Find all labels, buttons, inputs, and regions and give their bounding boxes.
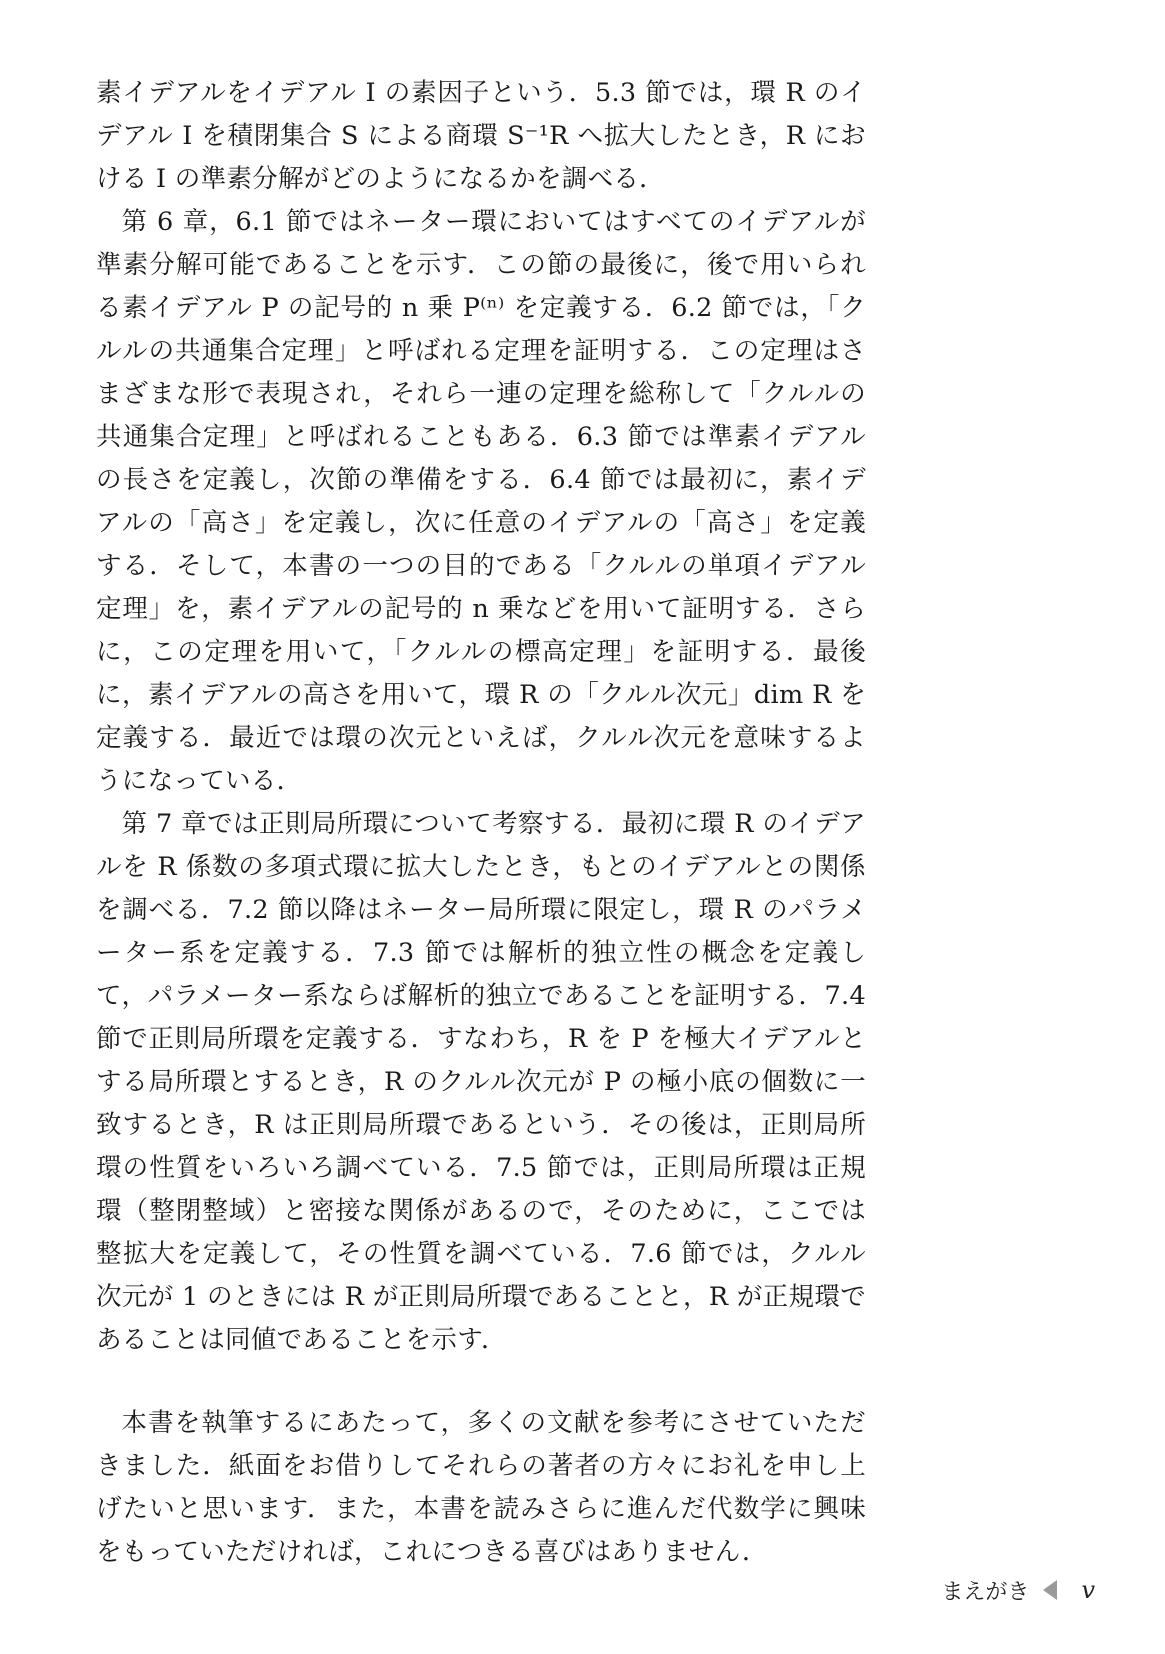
body-text — [96, 72, 866, 1574]
paragraph-chapter-7: 第 7 章では正則局所環について考察する．最初に環 R のイデアルを R 係数の多項式環に拡大したとき，もとのイデアルとの関係を調べる．7.2 節以降はネーター局所環に限定し，環 R のパラメーター系を定義する．7.3 節では解析的独立性の概念を定義して，パラメーター系ならば解析的独立であることを証明する．7.4 節で正則局所環を定義する．すなわち，R を P を極大イデアルとする局所環とするとき，R のクルル次元が P の極小底の個数に一致するとき，R は正則局所環であるという．その後は，正則局所環の性質をいろいろ調べている．7.5 節では，正則局所環は正規環（整閉整域）と密接な関係があるので，そのために，ここでは整拡大を定義して，その性質を調べている．7.6 節では，クルル次元が 1 のときには R が正則局所環であることと，R が正規環であることは同値であることを示す． — [96, 809, 866, 1355]
paragraph-acknowledgement: 本書を執筆するにあたって，多くの文献を参考にさせていただきました．紙面をお借りしてそれらの著者の方々にお礼を申し上げたいと思います．また，本書を読みさらに進んだ代数学に興味をもっていただければ，これにつきる喜びはありません． — [96, 1408, 866, 1567]
page-number: v — [1081, 1576, 1095, 1604]
page-footer — [941, 1573, 1095, 1607]
paragraph-chapter-6: 第 6 章，6.1 節ではネーター環においてはすべてのイデアルが準素分解可能であることを示す．この節の最後に，後で用いられる素イデアル P の記号的 n 乗 P⁽ⁿ⁾ を定義する．6.2 節では，「クルルの共通集合定理」と呼ばれる定理を証明する．この定理はさまざまな形で表現され，それら一連の定理を総称して「クルルの共通集合定理」と呼ばれることもある．6.3 節では準素イデアルの長さを定義し，次節の準備をする．6.4 節では最初に，素イデアルの「高さ」を定義し，次に任意のイデアルの「高さ」を定義する．そして，本書の一つの目的である「クルルの単項イデアル定理」を，素イデアルの記号的 n 乗などを用いて証明する．さらに，この定理を用いて，「クルルの標高定理」を証明する．最後に，素イデアルの高さを用いて，環 R の「クルル次元」dim R を定義する．最近では環の次元といえば，クルル次元を意味するようになっている． — [96, 207, 867, 796]
paragraph-continued: 素イデアルをイデアル I の素因子という．5.3 節では，環 R のイデアル I を積閉集合 S による商環 S⁻¹R へ拡大したとき，R における I の準素分解がどのようになるかを調べる． — [96, 78, 866, 194]
left-triangle-icon — [1043, 1580, 1057, 1600]
section-label: まえがき — [941, 1579, 1030, 1605]
